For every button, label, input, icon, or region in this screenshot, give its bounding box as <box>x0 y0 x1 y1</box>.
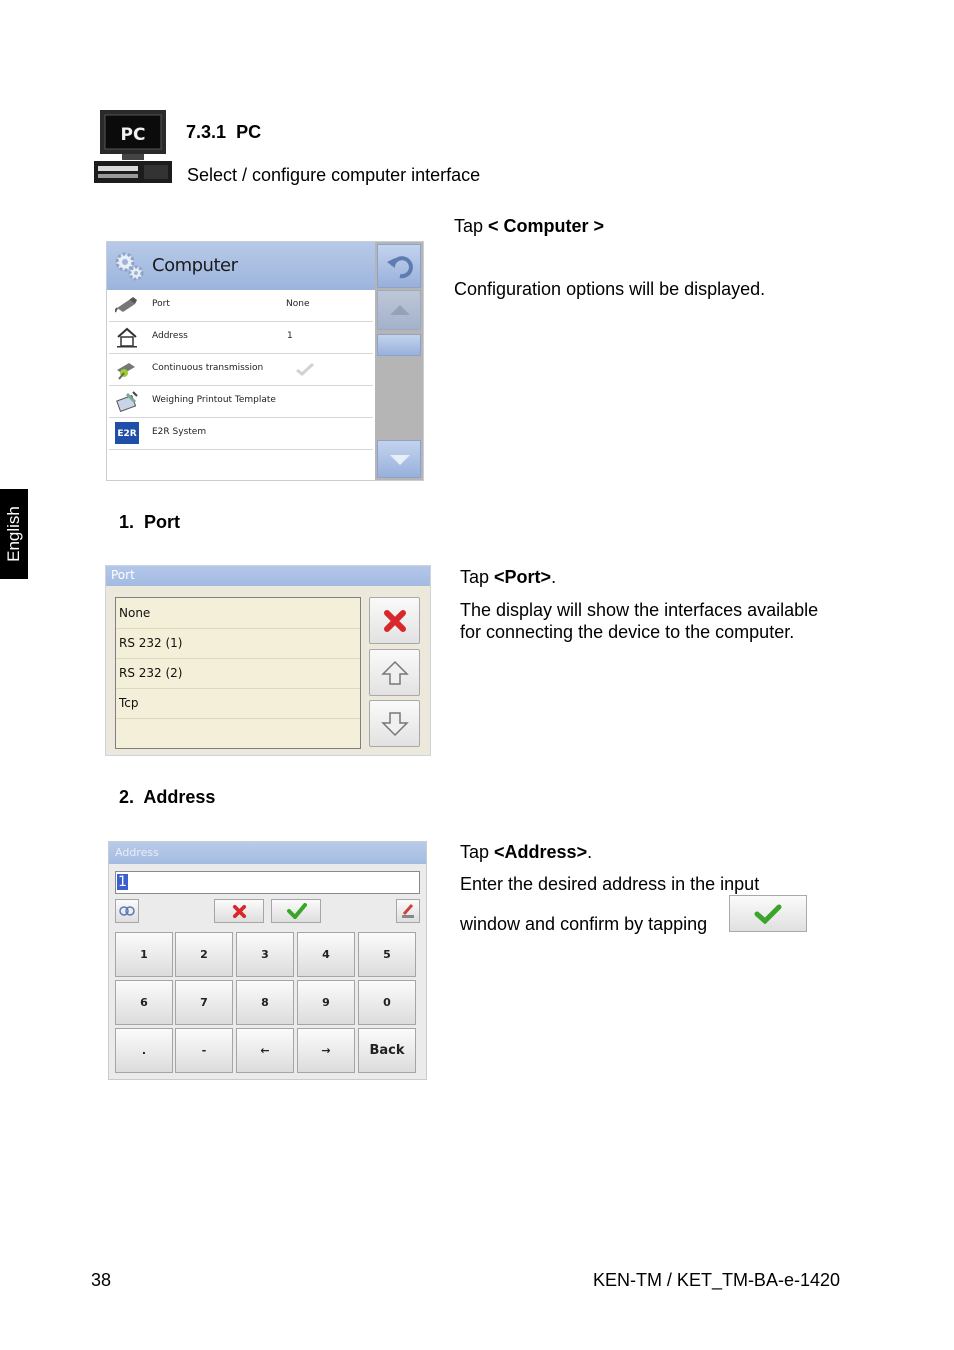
address-heading-number: 2. <box>119 787 135 807</box>
key-dot[interactable]: . <box>115 1028 173 1073</box>
key-back[interactable]: Back <box>358 1028 416 1073</box>
port-panel-header <box>106 566 430 586</box>
home-icon <box>115 326 139 348</box>
port-tap-suffix: . <box>551 567 557 587</box>
language-side-tab <box>0 489 28 579</box>
red-x-icon <box>383 609 407 633</box>
computer-row-label: E2R System <box>152 427 207 437</box>
e2r-icon-text: E2R <box>117 429 137 439</box>
computer-panel-header <box>107 242 375 290</box>
port-instruction <box>460 567 556 588</box>
port-panel-title: Port <box>111 568 135 582</box>
key-2[interactable]: 2 <box>175 932 233 977</box>
green-check-icon <box>754 904 782 924</box>
port-option-label: Tcp <box>119 696 139 710</box>
scroll-up-button[interactable] <box>369 649 420 696</box>
pc-icon <box>92 107 174 185</box>
computer-panel-sidebar <box>375 242 423 480</box>
eraser-icon <box>400 902 416 920</box>
intro-note: Configuration options will be displayed. <box>454 279 766 299</box>
section-title <box>186 122 261 143</box>
port-tap-prefix: Tap <box>460 567 495 587</box>
port-option-rs232-1[interactable] <box>116 628 360 659</box>
printout-template-icon <box>115 390 139 412</box>
address-description-line1: Enter the desired address in the input <box>460 874 760 894</box>
port-option-none[interactable] <box>116 598 360 629</box>
transmission-icon <box>115 358 139 380</box>
computer-row-continuous-transmission[interactable] <box>109 354 373 386</box>
intro-instruction <box>454 216 604 237</box>
key-4[interactable]: 4 <box>297 932 355 977</box>
port-heading-text: Port <box>144 512 181 532</box>
key-7[interactable]: 7 <box>175 980 233 1025</box>
scroll-up-button[interactable] <box>377 290 421 330</box>
section-number: 7.3.1 <box>186 122 227 142</box>
address-input-value: 1 <box>118 874 127 890</box>
address-heading <box>119 787 215 808</box>
arrow-up-icon <box>388 303 412 317</box>
key-0[interactable]: 0 <box>358 980 416 1025</box>
cancel-button[interactable] <box>369 597 420 644</box>
key-5[interactable]: 5 <box>358 932 416 977</box>
arrow-down-icon <box>381 711 409 737</box>
key-3[interactable]: 3 <box>236 932 294 977</box>
port-heading-number: 1. <box>119 512 135 532</box>
address-heading-text: Address <box>143 787 216 807</box>
key-right-arrow[interactable]: → <box>297 1028 355 1073</box>
keyboard-toggle-icon <box>118 902 136 920</box>
port-tap-target: <Port> <box>494 567 552 587</box>
key-1[interactable]: 1 <box>115 932 173 977</box>
arrow-down-icon <box>388 453 412 467</box>
address-input[interactable] <box>115 871 420 894</box>
pc-icon-text: PC <box>120 125 146 145</box>
red-x-icon <box>232 904 247 919</box>
computer-row-value: 1 <box>287 331 293 341</box>
clear-button[interactable] <box>396 899 420 923</box>
gears-icon <box>113 250 145 282</box>
key-left-arrow[interactable]: ← <box>236 1028 294 1073</box>
arrow-up-icon <box>381 660 409 686</box>
undo-arrow-icon <box>385 252 415 280</box>
page-number: 38 <box>91 1270 112 1290</box>
scroll-down-button[interactable] <box>369 700 420 747</box>
address-panel-title: Address <box>115 846 159 859</box>
address-panel-header <box>109 842 426 864</box>
port-description: The display will show the interfaces available for connecting the device to the computer. <box>460 600 819 642</box>
language-label: English <box>4 506 23 562</box>
section-name: PC <box>236 122 262 142</box>
port-heading <box>119 512 180 533</box>
computer-panel-title: Computer <box>152 255 238 276</box>
e2r-system-icon <box>115 422 139 444</box>
computer-row-label: Port <box>152 299 170 309</box>
computer-row-label: Address <box>152 331 188 341</box>
scrollbar-thumb[interactable] <box>377 334 421 356</box>
port-option-label: RS 232 (2) <box>119 666 183 680</box>
port-selection-panel <box>105 565 431 756</box>
port-options-list <box>115 597 361 749</box>
back-button[interactable] <box>377 244 421 288</box>
address-description-line2: window and confirm by tapping <box>460 914 708 934</box>
address-tap-target: <Address> <box>494 842 588 862</box>
port-option-label: RS 232 (1) <box>119 636 183 650</box>
computer-settings-panel <box>106 241 424 481</box>
confirm-button-illustration <box>729 895 807 932</box>
key-8[interactable]: 8 <box>236 980 294 1025</box>
computer-row-e2r-system[interactable] <box>109 418 373 450</box>
checkmark-disabled-icon <box>295 362 315 376</box>
key-minus[interactable]: - <box>175 1028 233 1073</box>
keyboard-toggle-button[interactable] <box>115 899 139 923</box>
intro-tap-target: < Computer > <box>488 216 605 236</box>
computer-row-label: Continuous transmission <box>152 363 264 373</box>
plug-icon <box>115 294 139 316</box>
computer-row-value: None <box>286 299 310 309</box>
computer-row-printout-template[interactable] <box>109 386 373 418</box>
intro-tap-prefix: Tap <box>454 216 489 236</box>
computer-row-address[interactable] <box>109 322 373 354</box>
green-check-icon <box>287 903 307 919</box>
cancel-button[interactable] <box>214 899 264 923</box>
section-subtitle: Select / configure computer interface <box>187 165 481 185</box>
address-tap-prefix: Tap <box>460 842 495 862</box>
address-tap-suffix: . <box>587 842 593 862</box>
port-option-label: None <box>119 606 151 620</box>
confirm-button[interactable] <box>271 899 321 923</box>
key-9[interactable]: 9 <box>297 980 355 1025</box>
document-id: KEN-TM / KET_TM-BA-e-1420 <box>592 1270 840 1290</box>
address-entry-panel <box>108 841 427 1080</box>
computer-row-port[interactable] <box>109 290 373 322</box>
address-instruction <box>460 842 592 863</box>
port-option-tcp[interactable] <box>116 688 360 719</box>
computer-row-label: Weighing Printout Template <box>152 395 276 405</box>
key-6[interactable]: 6 <box>115 980 173 1025</box>
port-option-rs232-2[interactable] <box>116 658 360 689</box>
scroll-down-button[interactable] <box>377 440 421 478</box>
